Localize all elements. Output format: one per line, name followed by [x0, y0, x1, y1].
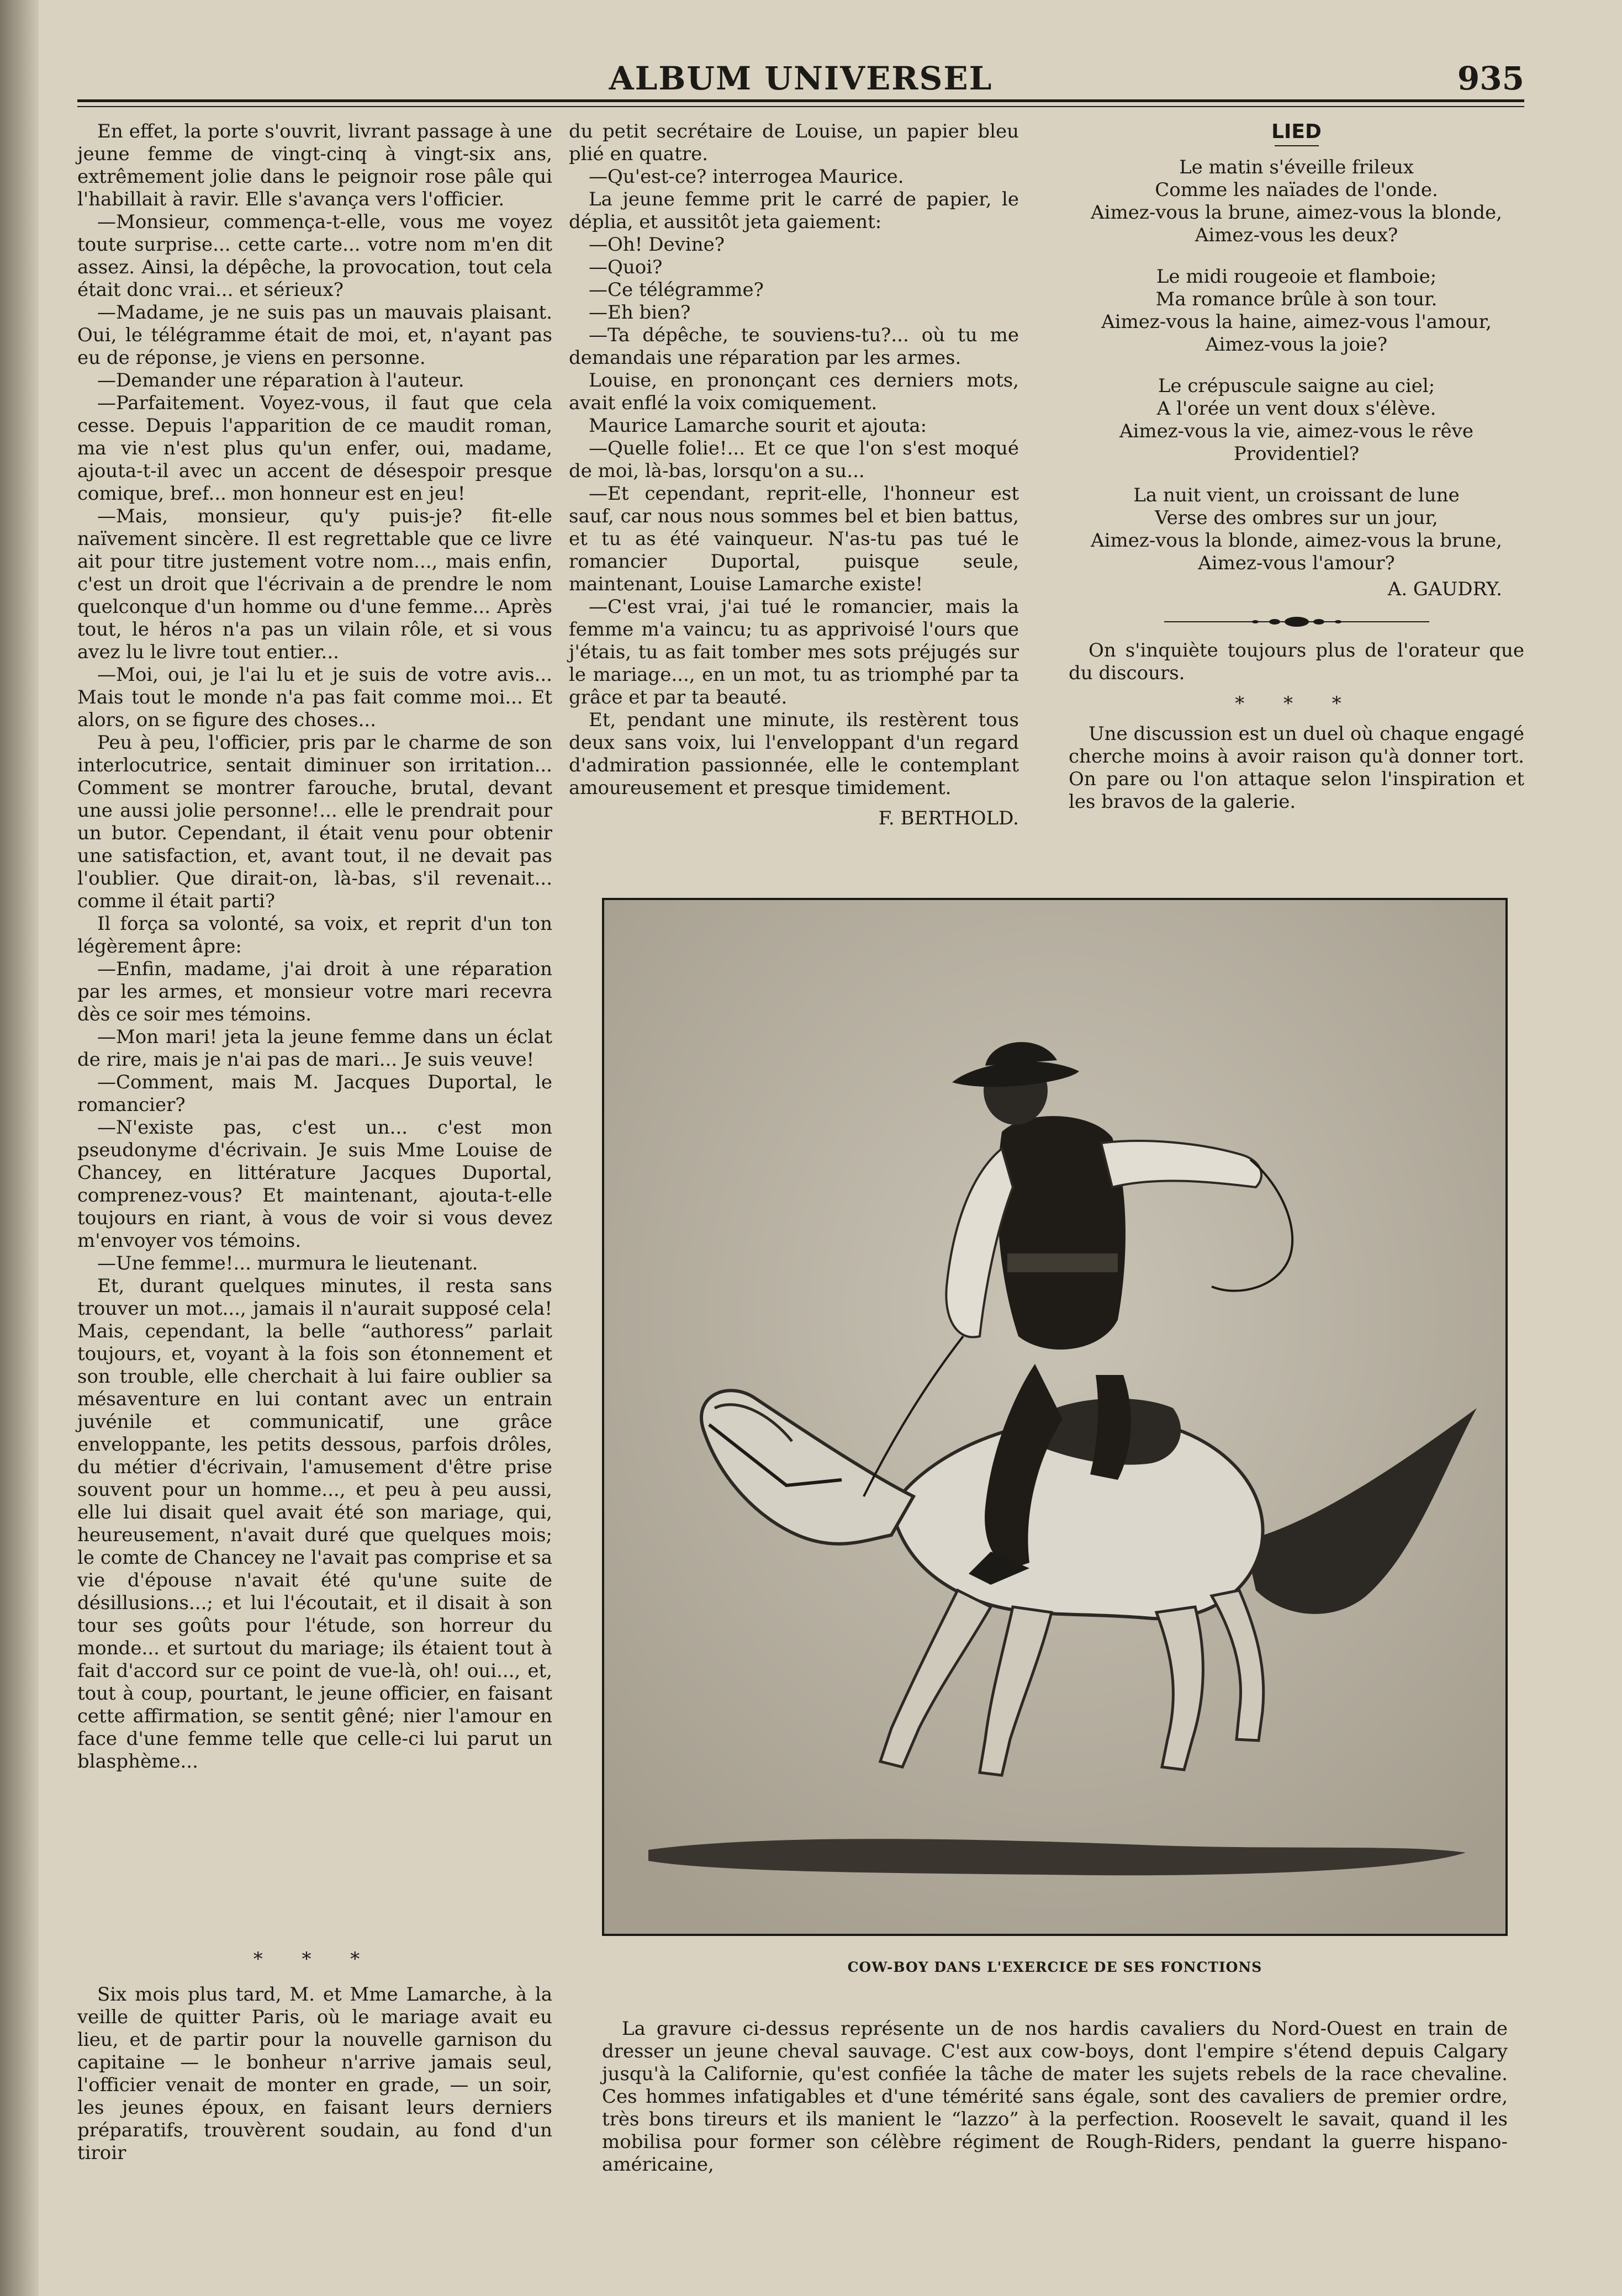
poem-line: Aimez-vous la blonde, aimez-vous la brune,	[1091, 530, 1502, 552]
maxim-paragraph: Une discussion est un duel où chaque engagé cherche moins à avoir raison qu'à donner tort. On pare ou l'on attaque selon l'inspiration et les bravos de la galerie.	[1069, 723, 1524, 813]
cowboy-bronco-icon	[604, 900, 1505, 1934]
poem-line: Le matin s'éveille frileux	[1179, 156, 1414, 178]
story-paragraph: Louise, en prononçant ces derniers mots, avait enflé la voix comiquement.	[569, 369, 1019, 414]
figure-description	[602, 2018, 1508, 2176]
poem-stanza	[1069, 484, 1524, 575]
story-paragraph: Il força sa volonté, sa voix, et reprit d'un ton légèrement âpre:	[77, 913, 552, 957]
section-separator: * * *	[253, 1948, 377, 1970]
story-paragraph: —Eh bien?	[589, 301, 691, 324]
ornament-divider-icon	[1164, 615, 1429, 628]
poem-stanza	[1069, 375, 1524, 465]
story-paragraph: —C'est vrai, j'ai tué le romancier, mais la femme m'a vaincu; tu as apprivoisé l'ours que j'étais, tu as fait tomber mes sots préjugés sur le mariage..., en un mot, tu as triomphé par ta grâce et par ta beauté.	[569, 596, 1019, 708]
page-header	[77, 60, 1524, 104]
story-paragraph: —Qu'est-ce? interrogea Maurice.	[589, 166, 904, 188]
poem-line: Le midi rougeoie et flamboie;	[1156, 266, 1437, 288]
poem-line: Providentiel?	[1233, 443, 1360, 465]
story-paragraph: En effet, la porte s'ouvrit, livrant passage à une jeune femme de vingt-cinq à vingt-six ans, extrêmement jolie dans le peignoir rose pâle qui l'habillait à ravir. Elle s'avança vers l'officier.	[77, 120, 552, 210]
story-paragraph: —Madame, je ne suis pas un mauvais plaisant. Oui, le télégramme était de moi, et, n'ayant pas eu de réponse, je viens en personne.	[77, 301, 552, 369]
poem-line: Comme les naïades de l'onde.	[1155, 179, 1438, 201]
poem-stanza	[1069, 156, 1524, 247]
maxim-paragraph: On s'inquiète toujours plus de l'orateur que du discours.	[1069, 639, 1524, 684]
story-signature: F. BERTHOLD.	[878, 807, 1019, 829]
figure-caption: COW-BOY DANS L'EXERCICE DE SES FONCTIONS	[847, 1959, 1262, 1975]
poem-author: A. GAUDRY.	[1387, 578, 1502, 600]
page-number: 935	[1457, 60, 1524, 97]
poem-line: Aimez-vous la haine, aimez-vous l'amour,	[1101, 311, 1492, 333]
story-paragraph: —Ta dépêche, te souviens-tu?... où tu me demandais une réparation par les armes.	[569, 324, 1019, 369]
poem-line: Aimez-vous l'amour?	[1198, 552, 1395, 574]
poem-line: Aimez-vous la vie, aimez-vous le rêve	[1119, 420, 1474, 442]
poem-line: Ma romance brûle à son tour.	[1155, 288, 1438, 310]
story-paragraph: —Moi, oui, je l'ai lu et je suis de votre avis... Mais tout le monde n'a pas fait comme moi... Et alors, on se figure des choses...	[77, 664, 552, 731]
story-paragraph: —Mais, monsieur, qu'y puis-je? fit-elle naïvement sincère. Il est regrettable que ce livre ait pour titre justement votre nom..., mais enfin, c'est un droit que l'écrivain a de prendre le nom quelconque d'un homme ou d'une femme... Après tout, le héros n'a pas un vilain rôle, et si vous avez lu le livre tout entier...	[77, 505, 552, 663]
story-paragraph: —Parfaitement. Voyez-vous, il faut que cela cesse. Depuis l'apparition de ce maudit roman, ma vie n'est plus qu'un enfer, oui, madame, ajouta-t-il avec un accent de désespoir presque comique, bref... mon honneur est en jeu!	[77, 392, 552, 505]
story-paragraph: La jeune femme prit le carré de papier, le déplia, et aussitôt jeta gaiement:	[569, 188, 1019, 233]
binding-edge	[0, 0, 39, 2296]
story-paragraph: —Et cependant, reprit-elle, l'honneur est sauf, car nous nous sommes bel et bien battus, et tu as été vainqueur. N'as-tu pas tué le romancier Duportal, puisque seule, maintenant, Louise Lamarche existe!	[569, 483, 1019, 595]
poem-line: A l'orée un vent doux s'élève.	[1156, 398, 1436, 420]
story-paragraph: Maurice Lamarche sourit et ajouta:	[589, 415, 927, 437]
header-rule-thin	[77, 106, 1524, 107]
story-paragraph: Peu à peu, l'officier, pris par le charme de son interlocutrice, sentait diminuer son irritation... Comment se montrer farouche, brutal, devant une aussi jolie personne!... elle le prendrait pour un butor. Cependant, il était venu pour obtenir une satisfaction, et, avant tout, il ne devait pas l'oublier. Que dirait-on, là-bas, s'il revenait... comme il était parti?	[77, 732, 552, 912]
story-paragraph: Et, pendant une minute, ils restèrent tous deux sans voix, lui l'enveloppant d'un regard d'admiration passionnée, elle le contemplant amoureusement et presque timidement.	[569, 709, 1019, 799]
story-paragraph: —Quelle folie!... Et ce que l'on s'est moqué de moi, là-bas, lorsqu'on a su...	[569, 437, 1019, 482]
poem-line: La nuit vient, un croissant de lune	[1133, 484, 1460, 506]
story-paragraph: Et, durant quelques minutes, il resta sans trouver un mot..., jamais il n'aurait supposé cela! Mais, cependant, la belle “authoress” parlait toujours, et, voyant à la fois son étonnement et son trouble, elle cherchait à lui faire oublier sa mésaventure en lui contant avec un entrain juvénile et communicatif, une grâce enveloppante, les petits dessous, parfois drôles, du métier d'écrivain, l'amusement d'être prise souvent pour un homme..., et peu à peu aussi, elle lui disait quel avait été son mariage, qui, heureusement, n'avait duré que quelques mois; le comte de Chancey ne l'avait pas comprise et sa vie d'épouse n'avait été qu'une suite de désillusions...; et lui l'écoutait, et il disait à son tour ses goûts pour l'étude, son horreur du monde... et surtout du mariage; ils étaient tout à fait d'accord sur ce point de vue-là, oh! oui..., et, tout à coup, pourtant, le jeune officier, en faisant cette affirmation, se sentit gêné; nier l'amour en face d'une femme telle que celle-ci lui parut un blasphème...	[77, 1275, 552, 1773]
poem-stanza	[1069, 266, 1524, 356]
story-paragraph: —Une femme!... murmura le lieutenant.	[97, 1252, 478, 1274]
poem-line: Le crépuscule saigne au ciel;	[1158, 375, 1435, 397]
story-paragraph: —N'existe pas, c'est un... c'est mon pseudonyme d'écrivain. Je suis Mme Louise de Chancey, en littérature Jacques Duportal, comprenez-vous? Et maintenant, ajouta-t-elle toujours en riant, à vous de voir si vous devez m'envoyer vos témoins.	[77, 1117, 552, 1252]
story-paragraph: Six mois plus tard, M. et Mme Lamarche, à la veille de quitter Paris, où le mariage avait eu lieu, et de partir pour la nouvelle garnison du capitaine — le bonheur n'arrive jamais seul, l'officier venait de monter en grade, — un soir, les jeunes époux, en faisant leurs derniers préparatifs, trouvèrent soudain, au fond d'un tiroir	[77, 1983, 552, 2164]
poem-line: Aimez-vous la joie?	[1205, 334, 1388, 356]
poem-line: Aimez-vous les deux?	[1195, 224, 1398, 246]
poem-line: Aimez-vous la brune, aimez-vous la blonde,	[1091, 202, 1502, 224]
story-column-2	[569, 120, 1019, 830]
story-column-1-continued	[77, 1983, 552, 2165]
header-rule-thick	[77, 99, 1524, 102]
story-paragraph: —Demander une réparation à l'auteur.	[97, 369, 464, 392]
poem-title: LIED	[1271, 120, 1322, 143]
poem-column	[1069, 120, 1524, 813]
poem-line: Verse des ombres sur un jour,	[1155, 507, 1438, 529]
story-paragraph: —Quoi?	[589, 256, 663, 278]
story-paragraph: —Comment, mais M. Jacques Duportal, le romancier?	[77, 1071, 552, 1116]
running-title: ALBUM UNIVERSEL	[609, 60, 993, 97]
story-paragraph: —Oh! Devine?	[589, 234, 725, 256]
story-paragraph: —Mon mari! jeta la jeune femme dans un éclat de rire, mais je n'ai pas de mari... Je suis veuve!	[77, 1026, 552, 1071]
story-paragraph: —Enfin, madame, j'ai droit à une réparation par les armes, et monsieur votre mari recevra dès ce soir mes témoins.	[77, 958, 552, 1025]
figure-description-paragraph: La gravure ci-dessus représente un de nos hardis cavaliers du Nord-Ouest en train de dresser un jeune cheval sauvage. C'est aux cow-boys, dont l'empire s'étend depuis Calgary jusqu'à la Californie, qu'est confiée la tâche de mater les sujets rebels de la race chevaline. Ces hommes infatigables et d'une témérité sans égale, sont des cavaliers de premier ordre, très bons tireurs et ils manient le “lazzo” à la perfection. Roosevelt le savait, quand il les mobilisa pour former son célèbre régiment de Rough-Riders, pendant la guerre hispano-américaine,	[602, 2018, 1508, 2176]
cowboy-engraving	[602, 898, 1508, 1936]
poem-title-rule	[1275, 145, 1319, 146]
story-paragraph: du petit secrétaire de Louise, un papier bleu plié en quatre.	[569, 120, 1019, 165]
story-paragraph: —Monsieur, commença-t-elle, vous me voyez toute surprise... cette carte... votre nom m'en dit assez. Ainsi, la dépêche, la provocation, tout cela était donc vrai... et sérieux?	[77, 211, 552, 301]
maxim-separator: * * *	[1235, 692, 1358, 715]
story-paragraph: —Ce télégramme?	[589, 279, 764, 301]
story-column-1	[77, 120, 552, 1773]
